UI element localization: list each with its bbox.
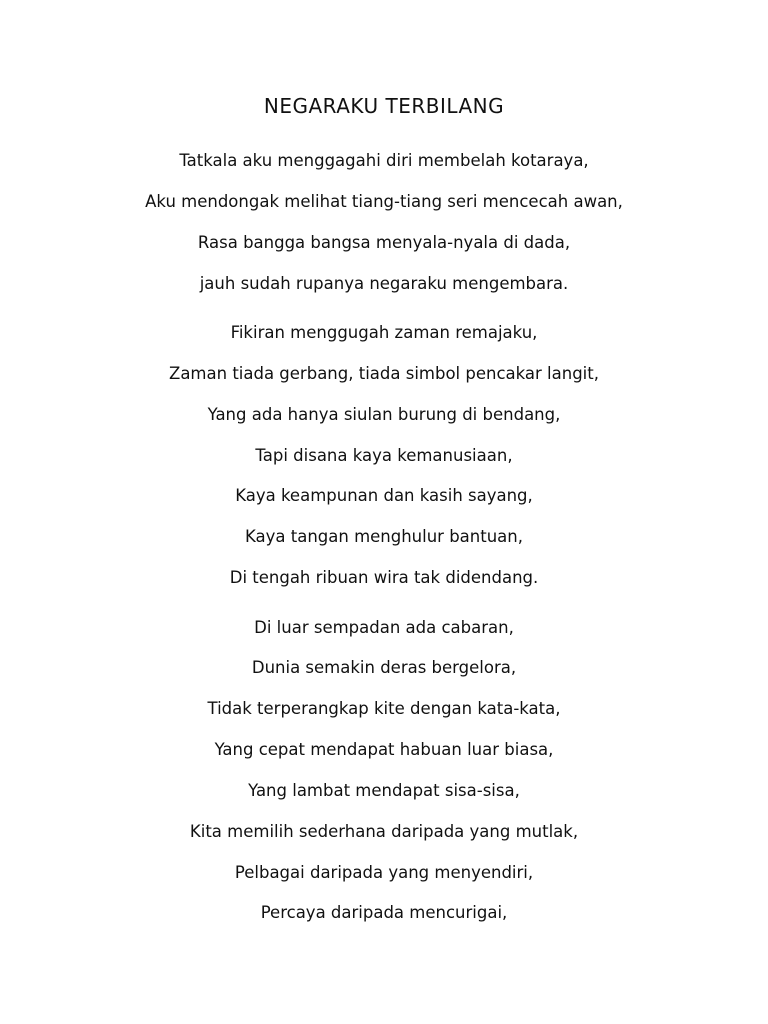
poem-line: Kita memilih sederhana daripada yang mutlak, xyxy=(189,822,579,841)
poem-title: NEGARAKU TERBILANG xyxy=(263,94,505,118)
poem-line: Kaya keampunan dan kasih sayang, xyxy=(235,486,533,505)
poem-line: Di tengah ribuan wira tak didendang. xyxy=(229,568,539,587)
poem-line: jauh sudah rupanya negaraku mengembara. xyxy=(199,274,569,293)
poem-line: Di luar sempadan ada cabaran, xyxy=(254,618,514,637)
poem-line: Yang lambat mendapat sisa-sisa, xyxy=(248,781,520,800)
poem-line: Zaman tiada gerbang, tiada simbol pencakar langit, xyxy=(169,364,599,383)
poem-line: Pelbagai daripada yang menyendiri, xyxy=(234,863,534,882)
poem-line: Yang ada hanya siulan burung di bendang, xyxy=(207,405,561,424)
poem-line: Tapi disana kaya kemanusiaan, xyxy=(255,446,513,465)
poem-line: Kaya tangan menghulur bantuan, xyxy=(244,527,523,546)
poem-line: Tatkala aku menggagahi diri membelah kotaraya, xyxy=(179,151,589,170)
poem-line: Yang cepat mendapat habuan luar biasa, xyxy=(214,740,554,759)
poem-line: Aku mendongak melihat tiang-tiang seri mencecah awan, xyxy=(145,192,623,211)
poem-line: Dunia semakin deras bergelora, xyxy=(251,658,517,677)
poem-line: Rasa bangga bangsa menyala-nyala di dada, xyxy=(197,233,571,252)
poem-line: Percaya daripada mencurigai, xyxy=(260,903,508,922)
poem-line: Fikiran menggugah zaman remajaku, xyxy=(230,323,538,342)
poem-line: Tidak terperangkap kite dengan kata-kata, xyxy=(207,699,561,718)
